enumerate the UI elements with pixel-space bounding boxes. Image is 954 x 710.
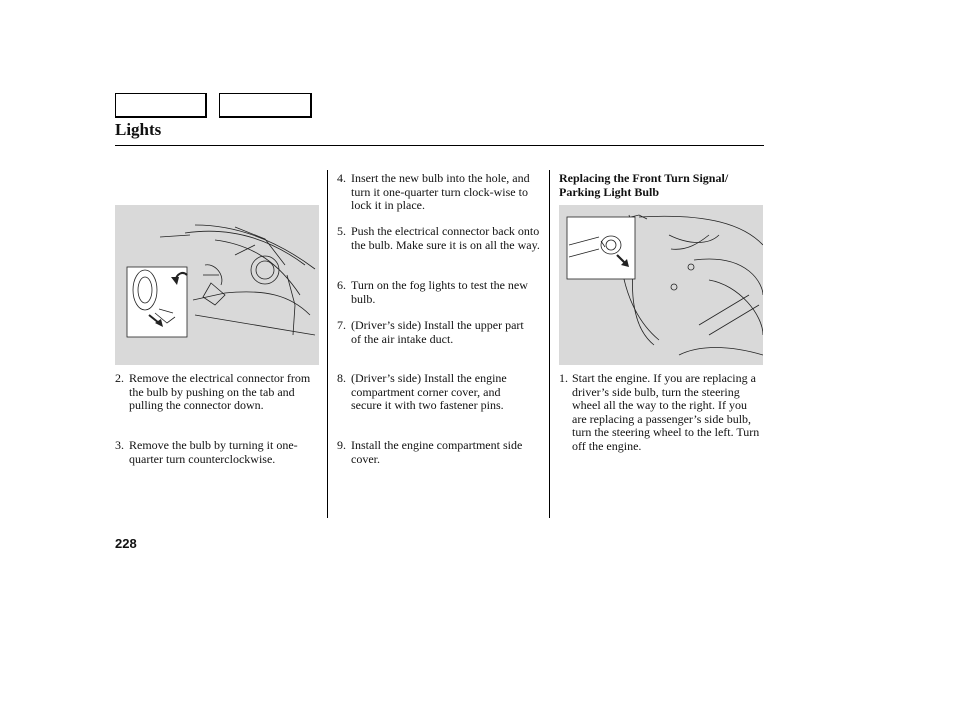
page-number: 228	[115, 536, 137, 551]
step-9	[337, 439, 542, 466]
nav-tab-2[interactable]	[219, 93, 312, 118]
step-7	[337, 319, 542, 346]
step-number: 3.	[115, 438, 124, 452]
step-1	[559, 372, 764, 453]
turn-signal-illustration	[559, 205, 763, 365]
section-heading: Replacing the Front Turn Signal/ Parking Light Bulb	[559, 171, 729, 199]
nav-tab-1[interactable]	[115, 93, 207, 118]
step-text: Install the engine compartment side cover.	[351, 438, 523, 466]
step-number: 7.	[337, 318, 346, 332]
step-text: Remove the electrical connector from the bulb by pushing on the tab and pulling the connector down.	[129, 371, 311, 412]
step-text: Remove the bulb by turning it one-quarter turn counterclockwise.	[129, 438, 298, 466]
step-number: 6.	[337, 278, 346, 292]
step-text: (Driver’s side) Install the engine compartment corner cover, and secure it with two fastener pins.	[351, 371, 507, 412]
turn-signal-drawing	[559, 205, 763, 365]
step-2	[115, 372, 315, 413]
step-number: 2.	[115, 371, 124, 385]
step-text: Push the electrical connector back onto the bulb. Make sure it is on all the way.	[351, 224, 540, 252]
step-5	[337, 225, 542, 252]
step-text: Insert the new bulb into the hole, and turn it one-quarter turn clock-wise to lock it in place.	[351, 171, 530, 212]
page-title: Lights	[115, 120, 162, 139]
step-text: Turn on the fog lights to test the new bulb.	[351, 278, 528, 306]
step-text: Start the engine. If you are replacing a driver’s side bulb, turn the steering wheel all the way to the right. If you are replacing a passenger’s side bulb, turn the steering wheel to the left. Turn off the engine.	[572, 371, 760, 453]
column-divider-1	[327, 170, 328, 518]
column-divider-2	[549, 170, 550, 518]
step-number: 1.	[559, 371, 568, 385]
step-number: 8.	[337, 371, 346, 385]
step-3	[115, 439, 319, 466]
step-6	[337, 279, 542, 306]
title-rule	[115, 145, 764, 146]
step-8	[337, 372, 542, 413]
step-number: 9.	[337, 438, 346, 452]
fog-light-bulb-drawing	[115, 205, 319, 365]
fog-light-bulb-illustration	[115, 205, 319, 365]
step-number: 5.	[337, 224, 346, 238]
step-number: 4.	[337, 171, 346, 185]
step-4	[337, 172, 542, 213]
step-text: (Driver’s side) Install the upper part of the air intake duct.	[351, 318, 524, 346]
